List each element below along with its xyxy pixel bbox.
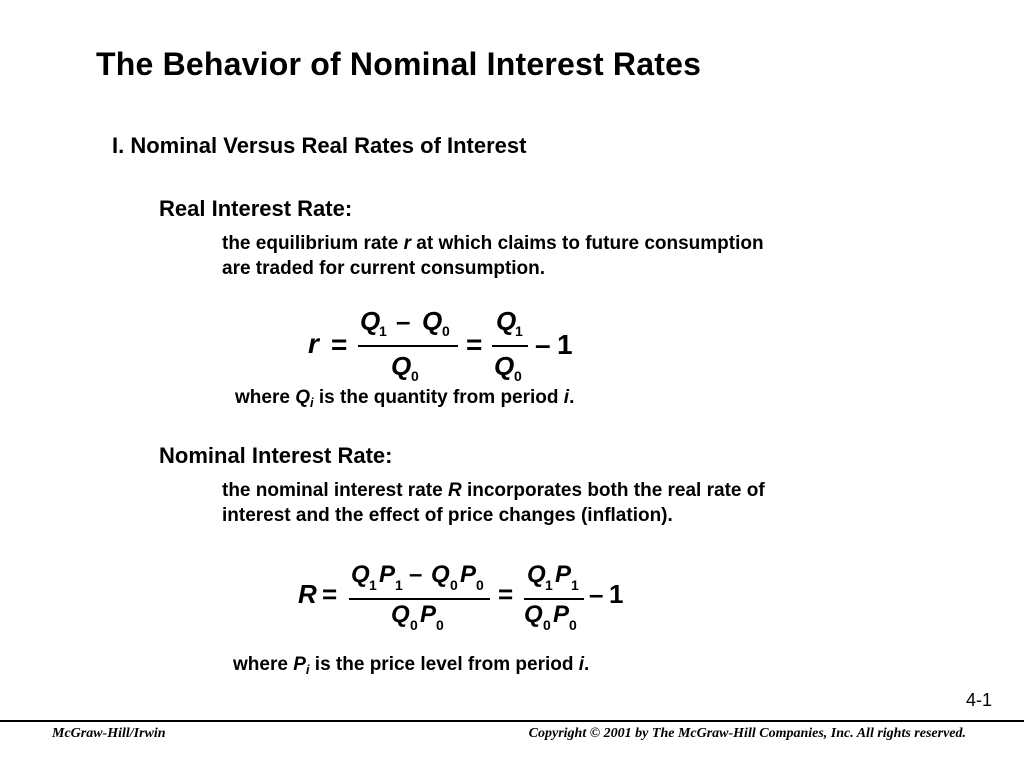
neq-den-p0: P <box>420 601 437 628</box>
neq-p0: P <box>460 561 477 588</box>
nominal-where-var: P <box>293 654 306 675</box>
eq-den-q0: Q <box>391 351 412 381</box>
real-where-pre: where <box>235 387 296 408</box>
page-number: 4-1 <box>965 690 992 710</box>
eq-r: r <box>308 328 319 359</box>
eq-den-q0-sub: 0 <box>411 368 419 384</box>
real-where-mid: is the quantity from period <box>313 387 564 408</box>
eq-q0: Q <box>422 306 443 336</box>
neq-equals-2: = <box>498 579 514 609</box>
fraction-bar-2 <box>492 345 528 347</box>
neq-p0-sub: 0 <box>476 577 484 593</box>
nominal-rate-description <box>222 478 765 528</box>
real-where-end: . <box>569 387 575 408</box>
nominal-desc-text-2: incorporates both the real rate of <box>461 480 765 501</box>
neq-den-q0: Q <box>391 601 410 628</box>
neq-p1b: P <box>555 561 572 588</box>
nominal-fraction-bar-1 <box>349 598 490 600</box>
neq-q0: Q <box>431 561 450 588</box>
neq-p1-sub: 1 <box>395 577 403 593</box>
neq-q1: Q <box>351 561 370 588</box>
neq-p1: P <box>379 561 396 588</box>
nominal-where-sub: i <box>305 662 310 677</box>
neq-q1b-sub: 1 <box>545 577 553 593</box>
eq-equals-2: = <box>466 329 483 360</box>
neq-p1b-sub: 1 <box>571 577 579 593</box>
eq-den-q0b-sub: 0 <box>514 368 522 384</box>
nominal-desc-line-2: interest and the effect of price changes (inflation). <box>222 505 673 526</box>
nominal-desc-text-1: the nominal interest rate <box>222 480 448 501</box>
real-where-note <box>235 387 574 410</box>
neq-den-p0b-sub: 0 <box>569 617 577 633</box>
real-desc-text-1: the equilibrium rate <box>222 233 404 254</box>
neq-q0-sub: 0 <box>450 577 458 593</box>
nominal-where-note <box>233 654 589 677</box>
nominal-fraction-bar-2 <box>524 598 584 600</box>
eq-minus-2: – <box>535 329 551 360</box>
eq-q0-sub: 0 <box>442 323 450 339</box>
eq-q1b-sub: 1 <box>515 323 523 339</box>
footer-publisher: McGraw-Hill/Irwin <box>52 726 166 741</box>
real-where-var2: i <box>563 387 570 408</box>
nominal-where-mid: is the price level from period <box>309 654 579 675</box>
real-rate-description <box>222 231 764 281</box>
neq-den-p0-sub: 0 <box>436 617 444 633</box>
real-where-sub: i <box>309 395 314 410</box>
neq-equals-1: = <box>322 579 338 609</box>
nominal-where-var2: i <box>578 654 585 675</box>
neq-one: 1 <box>609 579 624 609</box>
real-desc-text-2: at which claims to future consumption <box>411 233 764 254</box>
nominal-where-end: . <box>584 654 590 675</box>
neq-minus-2: – <box>589 579 604 609</box>
neq-minus: – <box>409 561 423 588</box>
eq-q1: Q <box>360 306 381 336</box>
eq-q1-sub: 1 <box>379 323 387 339</box>
neq-q1b: Q <box>527 561 546 588</box>
nominal-rate-heading: Nominal Interest Rate: <box>159 443 393 468</box>
real-desc-line-2: are traded for current consumption. <box>222 258 546 279</box>
slide-title: The Behavior of Nominal Interest Rates <box>96 46 702 82</box>
eq-minus: – <box>396 306 411 336</box>
neq-den-q0b: Q <box>524 601 543 628</box>
neq-q1-sub: 1 <box>369 577 377 593</box>
nominal-where-pre: where <box>233 654 294 675</box>
eq-q1b: Q <box>496 306 517 336</box>
real-where-var: Q <box>295 387 310 408</box>
neq-R: R <box>298 579 317 609</box>
section-heading: I. Nominal Versus Real Rates of Interest <box>112 133 527 158</box>
eq-equals-1: = <box>331 329 348 360</box>
neq-den-q0b-sub: 0 <box>543 617 551 633</box>
footer-copyright: Copyright © 2001 by The McGraw-Hill Companies, Inc. All rights reserved. <box>528 726 966 741</box>
neq-den-q0-sub: 0 <box>410 617 418 633</box>
real-rate-heading: Real Interest Rate: <box>159 196 353 221</box>
footer-divider <box>0 720 1024 722</box>
eq-one: 1 <box>557 329 573 360</box>
fraction-bar-1 <box>358 345 458 347</box>
nominal-desc-var: R <box>447 480 462 501</box>
eq-den-q0b: Q <box>494 351 515 381</box>
neq-den-p0b: P <box>553 601 570 628</box>
real-desc-var: r <box>403 233 411 254</box>
